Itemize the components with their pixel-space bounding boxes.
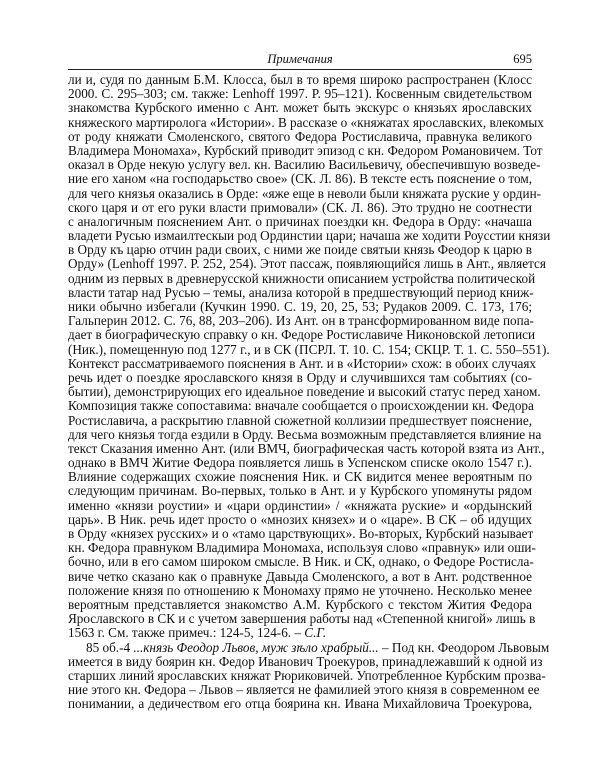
text-line: (Ник.), помещенную под 1277 г., и в СК (ПСРЛ. Т. 10. С. 154; СКЦР. Т. 1. С. 550–551). (68, 341, 550, 357)
note-reference: 85 об.-4 (86, 639, 134, 655)
text-line: понимании, а дедичеством его отца боярина кн. Ивана Михайловича Троекурова, (68, 696, 532, 712)
paragraph-kurbsky-antiquity (68, 72, 551, 627)
text-line: Гальперин 2012. С. 76, 88, 203–206). Из Ант. он в трансформированном виде попа- (68, 313, 534, 329)
note-quote: ...князь Феодор Львов, муж зѣло храбрый... (133, 639, 379, 655)
text-line: Влияние содержащих схожие пояснения Ник. и СК видится менее вероятным по (68, 469, 532, 485)
text-line: с аналогичным пояснением Ант. о причинах поездки кн. Федора в Орду: «начаша (68, 213, 532, 229)
text-line: ники обычно избегали (Кучкин 1990. С. 19, 20, 25, 53; Рудаков 2009. С. 173, 176; (68, 299, 532, 314)
text-line: бочно, или в его самом широком смысле. В Ник. и СК, однако, о Федоре Ростисла- (68, 554, 534, 570)
note-paragraph (68, 653, 546, 712)
text-line: владети Русью измаилтескыи род Ординстии цари; начаша же ходити Роусстии князи (68, 228, 551, 244)
body-text (68, 72, 551, 712)
text-line: Владимера Мономаха», Курбский приводит эпизод с кн. Федором Романовичем. Тот (68, 142, 543, 158)
text-line: для чего князья оказались в Орде: «яже еще в неволи были княжата руские у ордин- (68, 185, 542, 201)
author-initials: С.Г. (304, 625, 327, 641)
last-line-text: 1563 г. См. также примеч.: 124-5, 124-6. – (68, 625, 305, 641)
text-line: в Орду къ царю отчин ради своих, с ними же поиде святыи князь Феодор к царю в (68, 242, 532, 258)
text-line: ского царя и от его руки власти примовали» (СК. Л. 86). Это трудно не соотнести (68, 199, 532, 215)
running-title: Примечания (267, 52, 333, 66)
text-line: царь». В Ник. речь идет просто о «мнозих князех» и о «царе». В СК – об идущих (68, 511, 532, 527)
text-line: знакомства Курбского именно с Ант. может быть экскурс о князьях ярославских (68, 100, 532, 116)
text-line: речь идет о поездке ярославского князя в Орду и случившихся там событиях (со- (68, 369, 532, 385)
text-line: оказал в Орде некую услугу вел. кн. Василию Васильевичу, обеспечившую возведе- (68, 157, 541, 173)
text-line: ние его ханом «на господарьство свое» (СК. Л. 86). В тексте есть пояснение о том, (68, 171, 532, 187)
text-line: в Орду «князех русских» и о «тамо царствующих». Во-вторых, Курбский называет (68, 526, 534, 541)
text-line: власти татар над Русью – темы, анализа которой в предшествующий период книж- (68, 284, 534, 300)
note-first-line (68, 639, 550, 655)
note-text: – Под кн. Феодором Львовым (378, 639, 550, 655)
text-line: однако в ВМЧ Житие Федора появляется лишь в Успенском списке около 1547 г.). (68, 455, 532, 471)
text-line: текст Сказания именно Ант. (или ВМЧ, биографическая часть которой взята из Ант., (68, 440, 545, 456)
page-header (68, 50, 532, 68)
text-line: Композиция также сопоставима: вначале сообщается о происхождении кн. Федора (68, 398, 534, 414)
text-line: одним из первых в древнерусской книжности описанием устройства политической (68, 270, 536, 286)
text-line: Орду» (Lenhoff 1997. P. 252, 254). Этот пассаж, появляющийся лишь в Ант., является (68, 256, 546, 272)
paragraph-last-line (68, 626, 532, 640)
text-line: вероятным представляется знакомство А.М. Курбского с текстом Жития Федора (68, 596, 532, 612)
text-line: положение князя по отношению к Мономаху прямо не уточнено. Несколько менее (68, 582, 532, 598)
text-line: ли и, судя по данным Б.М. Клосса, был в то время широко распространен (Клосс (68, 72, 532, 87)
text-line: виче четко сказано как о правнуке Давыда Смоленского, а вот в Ант. родственное (68, 568, 532, 584)
text-line: для чего князья тогда ездили в Орду. Весьма возможным представляется влияние на (68, 426, 542, 442)
text-line: Ярославского в СК и с учетом завершения работы над «Степенной книгой» лишь в (68, 611, 536, 627)
text-line: дает в биографическую справку о кн. Федоре Ростиславиче Никоновской летописи (68, 327, 536, 343)
text-line: имеется в виду боярин кн. Федор Иванович Троекуров, принадлежавший к одной из (68, 653, 543, 669)
page-number: 695 (513, 52, 532, 66)
text-line: ние этого кн. Федора – Львов – является не фамилией этого князя в современном ее (68, 682, 540, 698)
text-line: 2000. С. 295–303; см. также: Lenhoff 1997. P. 95–121). Косвенным свидетельством (68, 86, 532, 102)
text-line: бытии), демонстрирующих его идеальное поведение и высокий статус перед ханом. (68, 384, 541, 400)
text-line: от роду княжати Смоленского, святого Федора Ростиславича, правнука великого (68, 128, 532, 144)
text-line: следующим причинам. Во-первых, только в Ант. и у Курбского упомянуты рядом (68, 483, 532, 499)
text-line: Ростиславича, а раскрытию главной сюжетной коллизии предшествует пояснение, (68, 412, 532, 428)
text-line: именно «князи роустии» и «цари ординстии» / «княжата руские» и «ордынский (68, 497, 532, 513)
text-line: кн. Федора правнуком Владимира Мономаха, используя слово «правнук» или оши- (68, 540, 536, 556)
text-line: старших линий ярославских княжат Рюриковичей. Употребленное Курбским прозва- (68, 667, 546, 683)
text-line: Контекст рассматриваемого пояснения в Ант. и в «Истории» схож: в обоих случаях (68, 355, 537, 371)
header-rule (68, 69, 532, 70)
text-line: княжеского мартиролога «Истории». В рассказе о «княжатах ярославских, влекомых (68, 114, 544, 130)
